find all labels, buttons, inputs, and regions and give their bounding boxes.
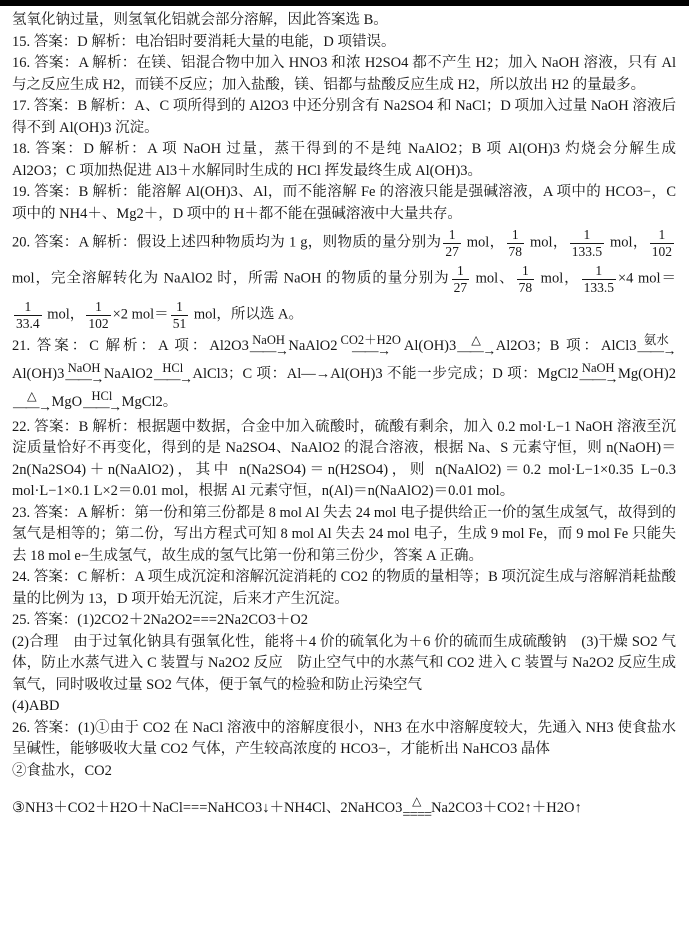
reaction-arrow-label: △ (471, 333, 481, 348)
reaction-arrow-label: HCl (91, 388, 113, 403)
reaction-arrow-label: HCl (162, 360, 184, 375)
fraction-numerator: 1 (14, 299, 42, 316)
arrow-line-icon: ——→ (457, 344, 495, 360)
text-run: 25. 答案：(1)2CO2＋2Na2O2===2Na2CO3＋O2 (12, 612, 308, 629)
text-run: Al(OH)3 (12, 366, 65, 383)
text-run: mol， (462, 234, 505, 251)
reaction-arrow (580, 362, 618, 388)
fraction-denominator: 27 (445, 243, 459, 259)
text-run: mol，所以选 A。 (190, 306, 303, 323)
fraction (582, 263, 616, 295)
text-run: mol，完全溶解转化为 NaAlO2 时，所需 NaOH 的物质的量分别为 (12, 270, 450, 287)
fraction-denominator: 133.5 (571, 243, 603, 259)
fraction-numerator: 1 (650, 227, 674, 244)
paragraph-q17 (12, 96, 676, 139)
text-run: mol， (536, 270, 580, 287)
text-run: NaAlO2 (103, 366, 153, 383)
arrow-line-icon: ——→ (13, 399, 51, 415)
fraction-numerator: 1 (171, 299, 189, 316)
fraction (14, 299, 42, 331)
text-run: (2)合理 由于过氧化钠具有强氧化性，能将＋4 价的硫氧化为＋6 价的硫而生成硫酸钠 (3)干燥 SO2 气体，防止水蒸气进入 C 装置与 Na2O2 反应 防止空气中的水蒸气和 CO2 进入 C 装置与 Na2O2 反应生成氧气，同时吸收过量 SO2 气体，便于氧气的检验和防止污染空气 (12, 633, 676, 693)
text-run: mol、 (471, 270, 515, 287)
paragraph-q18 (12, 139, 676, 182)
reaction-arrow (457, 334, 495, 360)
paragraph-q23 (12, 503, 676, 568)
text-run: mol， (526, 234, 568, 251)
text-run: ②食盐水，CO2 (12, 762, 112, 779)
text-run: 22. 答案：B 解析：根据题中数据，合金中加入硫酸时，硫酸有剩余，加入 0.2 mol·L−1 NaOH 溶液至沉淀质量恰好不再变化，得到的是 Na2SO4、NaAlO2 的混合溶液，根据 Na、S 元素守恒，则 n(NaOH)＝2n(Na2SO4)＋n(NaAlO2)，其中 n(Na2SO4)＝n(H2SO4)，则 n(NaAlO2)＝0.2 mol·L−1×0.35 L−0.3 mol·L−1×0.1 L×2＝0.01 mol，根据 Al 元素守恒，n(Al)＝n(NaAlO2)＝0.01 mol。 (12, 418, 676, 500)
fraction (570, 227, 604, 259)
text-run: Al2O3；B 项：AlCl3 (495, 338, 637, 355)
fraction (443, 227, 461, 259)
text-run: mol， (606, 234, 648, 251)
paragraph-q26-1 (12, 718, 676, 761)
reaction-arrow (338, 334, 402, 360)
text-run: (4)ABD (12, 698, 60, 715)
text-run: 18. 答案：D 解析：A 项 NaOH 过量，蒸干得到的不是纯 NaAlO2；B 项 Al(OH)3 灼烧会分解生成 Al2O3；C 项加热促进 Al3＋水解同时生成的 HCl 挥发最终生成 Al(OH)3。 (12, 141, 676, 179)
paragraph-q19 (12, 182, 676, 225)
reaction-arrow-label: △ (26, 388, 37, 403)
text-run: NaAlO2 (288, 338, 338, 355)
fraction (171, 299, 189, 331)
paragraph-q25-4 (12, 696, 676, 718)
paragraph-q25-1 (12, 610, 676, 632)
arrow-line-icon: ——→ (579, 372, 617, 388)
fraction-numerator: 1 (507, 227, 525, 244)
arrow-line-icon: ——→ (637, 344, 675, 360)
reaction-arrow-label: NaOH (67, 360, 101, 375)
text-run: Na2CO3＋CO2↑＋H2O↑ (431, 800, 582, 817)
text-run: 26. 答案：(1)①由于 CO2 在 NaCl 溶液中的溶解度很小，NH3 在水中溶解度较大，先通入 NH3 使食盐水呈碱性，能够吸收大量 CO2 气体，产生较高浓度的 HCO3−，才能析出 NaHCO3 晶体 (12, 719, 676, 758)
fraction (650, 227, 674, 259)
arrow-line-icon: ——→ (83, 399, 121, 415)
double-equals-line: ==== (402, 806, 432, 823)
text-run: 23. 答案：A 解析：第一份和第三份都是 8 mol Al 失去 24 mol 电子提供给正一价的氢生成氢气，故得到的氢气是相等的；第二份，写出方程式可知 8 mol Al 失去 24 mol 电子，生成 9 mol Fe，而 9 mol Fe 只能失去 18 mol e−生成氢气，故生成的氢气比第一份和第三份少，答案 A 正确。 (12, 504, 676, 564)
paragraph-q21 (12, 333, 676, 416)
reaction-arrow (13, 390, 51, 416)
fraction-numerator: 1 (443, 227, 461, 244)
text-run: MgO (51, 393, 83, 410)
paragraph-q26-3 (12, 795, 676, 823)
fraction-denominator: 27 (453, 279, 468, 295)
arrow-line-icon: ——→ (154, 372, 192, 388)
fraction-denominator: 102 (651, 243, 672, 259)
paragraph-q16 (12, 53, 676, 96)
reaction-arrow (638, 334, 676, 360)
text-run: MgCl2。 (121, 393, 178, 410)
fraction (507, 227, 525, 259)
fraction-denominator: 102 (88, 315, 109, 331)
text-run: AlCl3；C 项：Al—→Al(OH)3 不能一步完成；D 项：MgCl2 (192, 366, 579, 383)
fraction-numerator: 1 (452, 263, 470, 280)
reaction-arrow (65, 362, 103, 388)
paragraph-q20 (12, 225, 676, 333)
text-run: 20. 答案：A 解析：假设上述四种物质均为 1 g，则物质的量分别为 (12, 234, 442, 251)
fraction-numerator: 1 (570, 227, 604, 244)
text-run: ③NH3＋CO2＋H2O＋NaCl===NaHCO3↓＋NH4Cl、2NaHCO3 (12, 800, 403, 817)
fraction-numerator: 1 (517, 263, 535, 280)
reaction-arrow (154, 362, 192, 388)
fraction-numerator: 1 (582, 263, 616, 280)
text-run: 氢氧化钠过量，则氢氧化铝就会部分溶解，因此答案选 B。 (12, 12, 388, 28)
fraction-denominator: 51 (172, 315, 187, 331)
paragraph-q25-2 (12, 632, 676, 697)
reaction-arrow (250, 334, 288, 360)
overset-equals (402, 795, 431, 823)
paragraph-q22 (12, 417, 676, 503)
fraction (86, 299, 110, 331)
text-run: Mg(OH)2 (618, 366, 676, 383)
paragraph-q26-2 (12, 761, 676, 783)
text-run: mol， (43, 306, 85, 323)
reaction-arrow-label: CO2＋H2O (340, 333, 401, 348)
fraction-denominator: 33.4 (16, 315, 40, 331)
triangle-condition-icon: △ (412, 794, 422, 809)
paragraph-q24 (12, 567, 676, 610)
document-body (0, 8, 689, 823)
text-run: 17. 答案：B 解析：A、C 项所得到的 Al2O3 中还分别含有 Na2SO4 和 NaCl；D 项加入过量 NaOH 溶液后得不到 Al(OH)3 沉淀。 (12, 98, 676, 136)
fraction (452, 263, 470, 295)
text-run: 16. 答案：A 解析：在镁、铝混合物中加入 HNO3 和浓 H2SO4 都不产生 H2；加入 NaOH 溶液，只有 Al 与之反应生成 H2，而镁不反应；加入盐酸，镁、铝都与盐酸反应生成 H2，所以放出 H2 的量最多。 (12, 55, 676, 93)
reaction-arrow (83, 390, 121, 416)
text-run: Al(OH)3 (403, 338, 457, 355)
fraction (517, 263, 535, 295)
fraction-denominator: 78 (518, 279, 533, 295)
fraction-denominator: 133.5 (583, 279, 614, 295)
text-run: ×2 mol＝ (112, 306, 169, 323)
text-run: 21. 答案：C 解析：A 项：Al2O3 (12, 338, 249, 355)
text-run: ×4 mol＝ (617, 270, 676, 287)
fraction-denominator: 78 (508, 243, 522, 259)
reaction-arrow-label: 氨水 (643, 333, 669, 348)
reaction-arrow-label: NaOH (252, 333, 285, 348)
paragraph-carryover (12, 10, 676, 32)
page-top-border (0, 0, 689, 6)
arrow-line-icon: ——→ (65, 372, 103, 388)
text-run: 24. 答案：C 解析：A 项生成沉淀和溶解沉淀消耗的 CO2 的物质的量相等；B 项沉淀生成与溶解消耗盐酸量的比例为 13，D 项开始无沉淀，后来才产生沉淀。 (12, 569, 676, 607)
fraction-numerator: 1 (86, 299, 110, 316)
arrow-line-icon: ——→ (249, 344, 288, 360)
text-run: 15. 答案：D 解析：电冶铝时要消耗大量的电能，D 项错误。 (12, 33, 396, 50)
paragraph-q15 (12, 32, 676, 54)
reaction-arrow-label: NaOH (581, 360, 615, 375)
text-run: 19. 答案：B 解析：能溶解 Al(OH)3、Al，而不能溶解 Fe 的溶液只能是强碱溶液，A 项中的 HCO3−，C 项中的 NH4＋、Mg2＋，D 项中的 H＋都不能在强碱溶液中大量共存。 (12, 184, 676, 222)
arrow-line-icon: ——→ (351, 344, 390, 360)
